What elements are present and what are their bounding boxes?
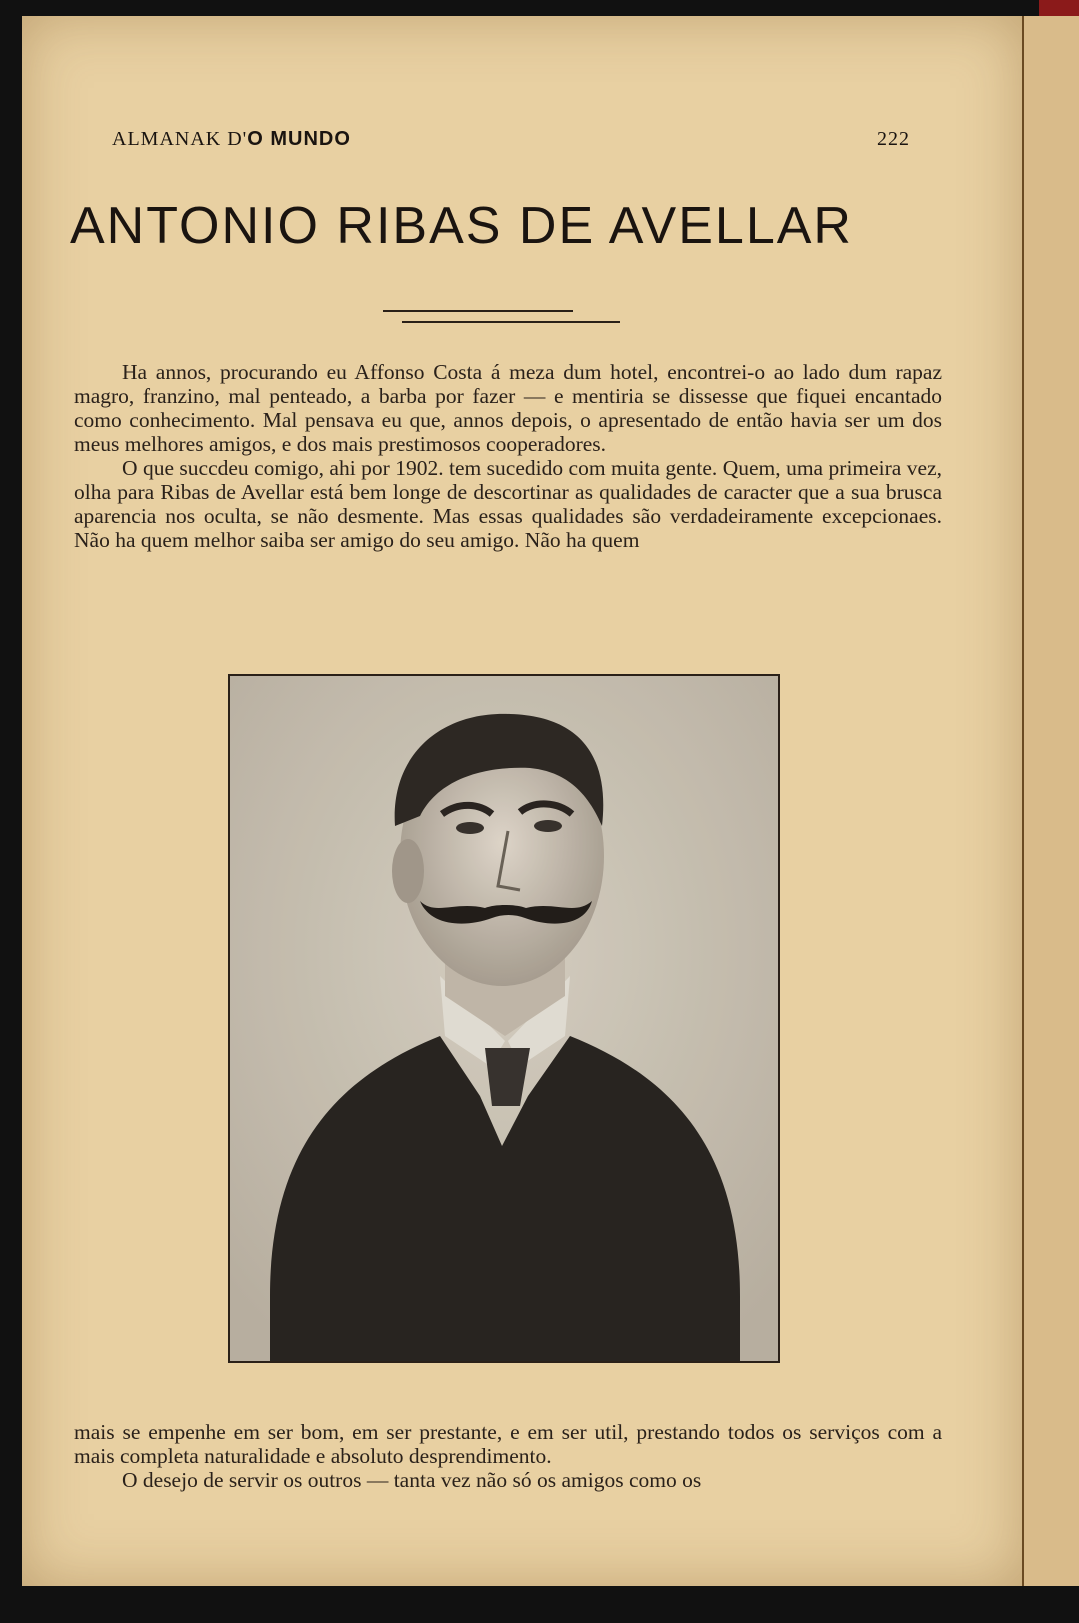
almanac-title [112, 128, 351, 151]
title-rule-bottom [402, 321, 620, 323]
paragraph: Ha annos, procurando eu Affonso Costa á meza dum hotel, encontrei-o ao lado dum rapaz magro, franzino, mal penteado, a barba por fazer — e mentiria se dissesse que fiquei encantado como conhecimento. Mal pensava eu que, annos depois, o apresentado de então havia ser um dos meus melhores amigos, e dos mais prestimosos cooperadores. [74, 360, 942, 456]
article-title: ANTONIO RIBAS DE AVELLAR [70, 197, 853, 255]
paragraph: O que succdeu comigo, ahi por 1902. tem sucedido com muita gente. Quem, uma primeira vez, olha para Ribas de Avellar está bem longe de descortinar as qualidades de caracter que a sua brusca aparencia nos oculta, se não desmente. Mas essas qualidades são verdadeiramente excepcionaes. Não ha quem melhor saiba ser amigo do seu amigo. Não ha quem [74, 456, 942, 552]
portrait-photo [228, 674, 780, 1363]
article-body-top [74, 360, 942, 552]
almanac-brand: O MUNDO [247, 128, 351, 150]
facing-page-edge [1022, 16, 1079, 1586]
running-head [92, 128, 910, 158]
page-number: 222 [877, 128, 910, 150]
article-body-bottom [74, 1420, 942, 1492]
portrait-illustration [230, 676, 778, 1361]
paragraph: O desejo de servir os outros — tanta vez não só os amigos como os [122, 1468, 702, 1492]
paragraph: mais se empenhe em ser bom, em ser prestante, e em ser util, prestando todos os serviços com a mais completa naturalidade e absoluto desprendimento. [74, 1420, 942, 1468]
almanac-title-prefix: ALMANAK D' [112, 128, 248, 150]
title-rule-top [383, 310, 573, 312]
